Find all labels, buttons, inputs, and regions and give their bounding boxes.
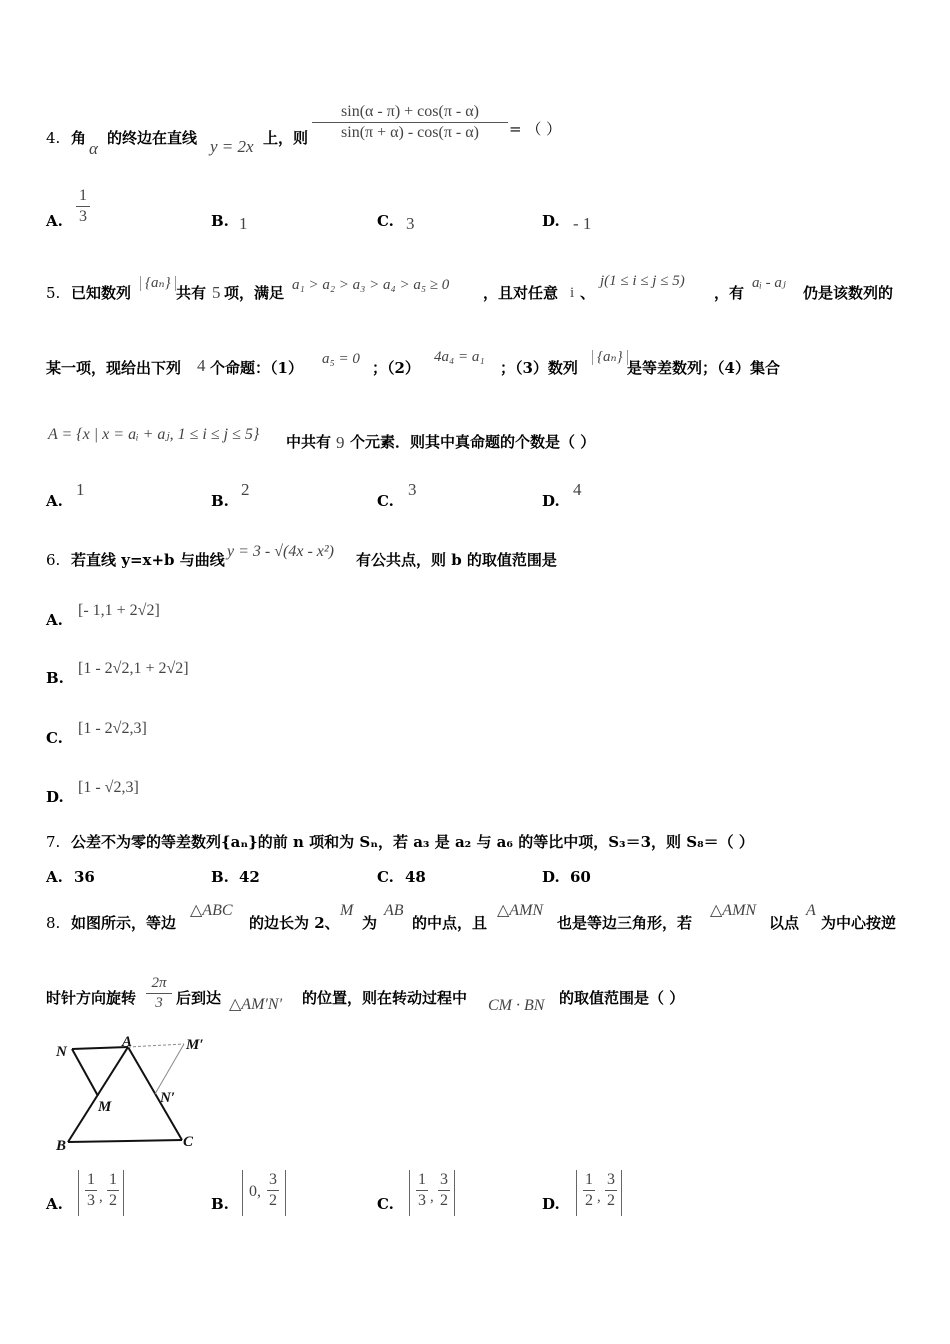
q7-option-a-label: A. — [46, 868, 63, 886]
q5-text-2: 共有 — [176, 284, 207, 302]
q5-line3-b: 个元素．则其中真命题的个数是（ ） — [350, 433, 596, 451]
figure-segment-am-prime — [128, 1044, 184, 1047]
q5-claim-2: 4a₄ = a₁ — [434, 349, 485, 365]
q4-tail: = （ ） — [509, 120, 562, 138]
q8-option-d-num-2: 3 — [607, 1171, 615, 1188]
q8-option-d-value — [576, 1170, 622, 1216]
q4-text-1: 角 — [71, 129, 87, 147]
q8-rotation-angle — [146, 976, 172, 1011]
q8-figure — [52, 1034, 222, 1154]
q5-five: 5 — [212, 283, 221, 302]
q5-line2-d: ；（3）数列 — [500, 359, 578, 377]
q8-option-d-frac-2 — [605, 1172, 617, 1209]
q8-text-1: 如图所示，等边 — [71, 914, 177, 932]
q4-option-c-value: 3 — [406, 214, 415, 233]
q8-option-d-frac-1 — [583, 1172, 595, 1209]
q8-option-a-frac-1 — [85, 1172, 97, 1209]
q8-text-2: 的边长为 2、 — [249, 914, 340, 932]
q7-option-d-label: D. — [542, 868, 560, 886]
q6-option-b-label: B. — [46, 669, 64, 687]
q5-line2-b: 个命题：（1） — [210, 359, 303, 377]
figure-label-m: M — [98, 1099, 112, 1115]
q4-number: 4. — [46, 129, 61, 147]
q5-option-c-label: C. — [377, 492, 394, 510]
figure-label-m-prime: M′ — [186, 1037, 204, 1053]
q8-text-6: 以点 — [769, 914, 800, 932]
q6-option-a-value: [- 1,1 + 2√2] — [78, 602, 160, 619]
q8-option-b-num: 3 — [269, 1171, 277, 1188]
q7-option-c-value: 48 — [405, 868, 426, 886]
q7-option-c-label: C. — [377, 868, 394, 886]
q5-number: 5. — [46, 284, 61, 302]
q5-text-6: 仍是该数列的 — [803, 284, 894, 302]
q4-text-2: 的终边在直线 — [107, 129, 198, 147]
figure-label-n-prime: N′ — [160, 1090, 176, 1106]
q4-option-a-label: A. — [46, 212, 63, 230]
q8-point-a: A — [806, 902, 816, 919]
q4-option-a-value — [76, 188, 90, 225]
q5-text-5: ，有 — [714, 284, 745, 302]
q8-option-c-num-2: 3 — [440, 1171, 448, 1188]
q4-fraction-num: sin(α - π) + cos(π - α) — [341, 103, 479, 120]
q8-triangle-rotated: △AM′N′ — [229, 996, 283, 1013]
q8-option-b-lead: 0, — [249, 1183, 261, 1200]
q4-option-b-label: B. — [211, 212, 229, 230]
q8-point-m: M — [340, 902, 354, 919]
figure-label-a: A — [122, 1034, 133, 1050]
figure-segment-nm — [72, 1049, 98, 1096]
q8-option-c-value — [409, 1170, 455, 1216]
q5-line3-a: 中共有 — [286, 433, 332, 451]
figure-label-c: C — [183, 1134, 194, 1150]
q5-sequence: {aₙ} — [140, 276, 176, 291]
q8-rotation-den: 3 — [155, 995, 163, 1011]
figure-segment-na — [72, 1047, 128, 1049]
q5-i: i — [570, 285, 575, 301]
q8-option-b-frac — [267, 1172, 279, 1209]
q8-segment-ab: AB — [384, 902, 404, 919]
q8-number: 8. — [46, 914, 61, 932]
q5-condition: a₁ > a₂ > a₃ > a₄ > a₅ ≥ 0 — [292, 277, 450, 293]
q5-four: 4 — [197, 356, 206, 375]
q8-text-4: 的中点，且 — [412, 914, 488, 932]
q5-sequence-2: {aₙ} — [592, 350, 628, 365]
q8-option-d-label: D. — [542, 1195, 560, 1213]
q5-option-a-value: 1 — [76, 480, 85, 499]
q8-line2-c: 的位置，则在转动过程中 — [302, 989, 468, 1007]
q4-option-a-num: 1 — [79, 187, 87, 204]
q5-text-3: 项，满足 — [224, 284, 285, 302]
q5-text-1: 已知数列 — [71, 284, 132, 302]
q5-difference: aᵢ - aⱼ — [752, 275, 786, 291]
q6-text-2: 有公共点，则 b 的取值范围是 — [356, 551, 557, 569]
q7-number: 7. — [46, 833, 61, 851]
q7-option-b-label: B. — [211, 868, 229, 886]
q8-option-b-value — [242, 1170, 286, 1216]
q8-line2-d: 的取值范围是（ ） — [559, 989, 685, 1007]
q8-option-c-num-1: 1 — [418, 1171, 426, 1188]
q6-curve: y = 3 - √(4x - x²) — [227, 543, 334, 560]
q7-option-b-value: 42 — [239, 868, 260, 886]
q4-fraction-den: sin(π + α) - cos(π - α) — [341, 124, 479, 141]
q4-option-c-label: C. — [377, 212, 394, 230]
q5-option-b-label: B. — [211, 492, 229, 510]
q8-triangle-abc: △ABC — [190, 902, 233, 919]
q5-option-b-value: 2 — [241, 480, 250, 499]
q5-nine: 9 — [336, 433, 345, 452]
q5-claim-1: a₅ = 0 — [322, 351, 360, 367]
q8-option-a-label: A. — [46, 1195, 63, 1213]
q8-option-b-den: 2 — [269, 1192, 277, 1209]
q4-option-d-value: - 1 — [573, 214, 592, 233]
q5-j-range: j(1 ≤ i ≤ j ≤ 5) — [600, 273, 685, 289]
q5-text-4: ，且对任意 — [483, 284, 559, 302]
q8-triangle-amn-2: △AMN — [710, 902, 757, 919]
q5-line2-e: 是等差数列；（4）集合 — [627, 359, 780, 377]
q6-option-b-value: [1 - 2√2,1 + 2√2] — [78, 660, 189, 677]
q8-option-c-den-1: 3 — [418, 1192, 426, 1209]
q8-option-a-comma: , — [99, 1189, 103, 1205]
q8-triangle-amn: △AMN — [497, 902, 544, 919]
q5-sep: 、 — [580, 284, 596, 302]
q8-option-b-label: B. — [211, 1195, 229, 1213]
q8-option-a-num-2: 1 — [109, 1171, 117, 1188]
q5-set-a: A = {x | x = aᵢ + aⱼ, 1 ≤ i ≤ j ≤ 5} — [48, 426, 260, 443]
q5-option-d-value: 4 — [573, 480, 582, 499]
figure-label-n: N — [56, 1044, 67, 1060]
q8-option-a-value — [78, 1170, 124, 1216]
q8-option-d-comma: , — [597, 1189, 601, 1205]
q6-text-1: 若直线 y=x+b 与曲线 — [71, 551, 225, 569]
q4-option-b-value: 1 — [239, 214, 248, 233]
q8-dot-product: CM · BN — [488, 997, 545, 1014]
q4-alpha: α — [89, 139, 98, 158]
figure-segment-bc — [68, 1140, 182, 1142]
q7-option-d-value: 60 — [570, 868, 591, 886]
q8-option-c-den-2: 2 — [440, 1192, 448, 1209]
q4-line: y = 2x — [210, 137, 254, 156]
q7-text: 公差不为零的等差数列{aₙ}的前 n 项和为 Sₙ，若 a₃ 是 a₂ 与 a₆ 的等比中项，S₃＝3，则 S₈＝（ ） — [71, 833, 754, 851]
q5-line2-c: ；（2） — [372, 359, 420, 377]
q4-option-d-label: D. — [542, 212, 560, 230]
q5-line2-a: 某一项，现给出下列 — [46, 359, 182, 377]
q8-option-d-den-1: 2 — [585, 1192, 593, 1209]
q8-option-c-comma: , — [430, 1189, 434, 1205]
q8-option-a-den-2: 2 — [109, 1192, 117, 1209]
q4-option-a-den: 3 — [79, 208, 87, 225]
q6-option-c-value: [1 - 2√2,3] — [78, 720, 147, 737]
q8-option-c-label: C. — [377, 1195, 394, 1213]
q8-option-a-num-1: 1 — [87, 1171, 95, 1188]
q8-line2-a: 时针方向旋转 — [46, 989, 137, 1007]
q8-text-7: 为中心按逆 — [821, 914, 897, 932]
q6-option-c-label: C. — [46, 729, 63, 747]
q4-fraction — [312, 104, 508, 141]
q8-line2-b: 后到达 — [176, 989, 222, 1007]
q4-text-3: 上，则 — [263, 129, 309, 147]
q5-option-d-label: D. — [542, 492, 560, 510]
q8-text-5: 也是等边三角形，若 — [557, 914, 693, 932]
q8-option-c-frac-2 — [438, 1172, 450, 1209]
q6-option-a-label: A. — [46, 611, 63, 629]
figure-segment-ab — [68, 1047, 128, 1142]
q8-option-c-frac-1 — [416, 1172, 428, 1209]
q6-option-d-value: [1 - √2,3] — [78, 779, 139, 796]
q6-option-d-label: D. — [46, 788, 64, 806]
q8-option-d-den-2: 2 — [607, 1192, 615, 1209]
q8-rotation-num: 2π — [151, 975, 167, 991]
figure-label-b: B — [56, 1138, 67, 1154]
q6-number: 6. — [46, 551, 61, 569]
q5-option-a-label: A. — [46, 492, 63, 510]
figure-segment-m-prime-n-prime — [155, 1044, 184, 1094]
q8-text-3: 为 — [362, 914, 378, 932]
q7-option-a-value: 36 — [74, 868, 95, 886]
q8-option-d-num-1: 1 — [585, 1171, 593, 1188]
q5-option-c-value: 3 — [408, 480, 417, 499]
q8-option-a-den-1: 3 — [87, 1192, 95, 1209]
q8-option-a-frac-2 — [107, 1172, 119, 1209]
